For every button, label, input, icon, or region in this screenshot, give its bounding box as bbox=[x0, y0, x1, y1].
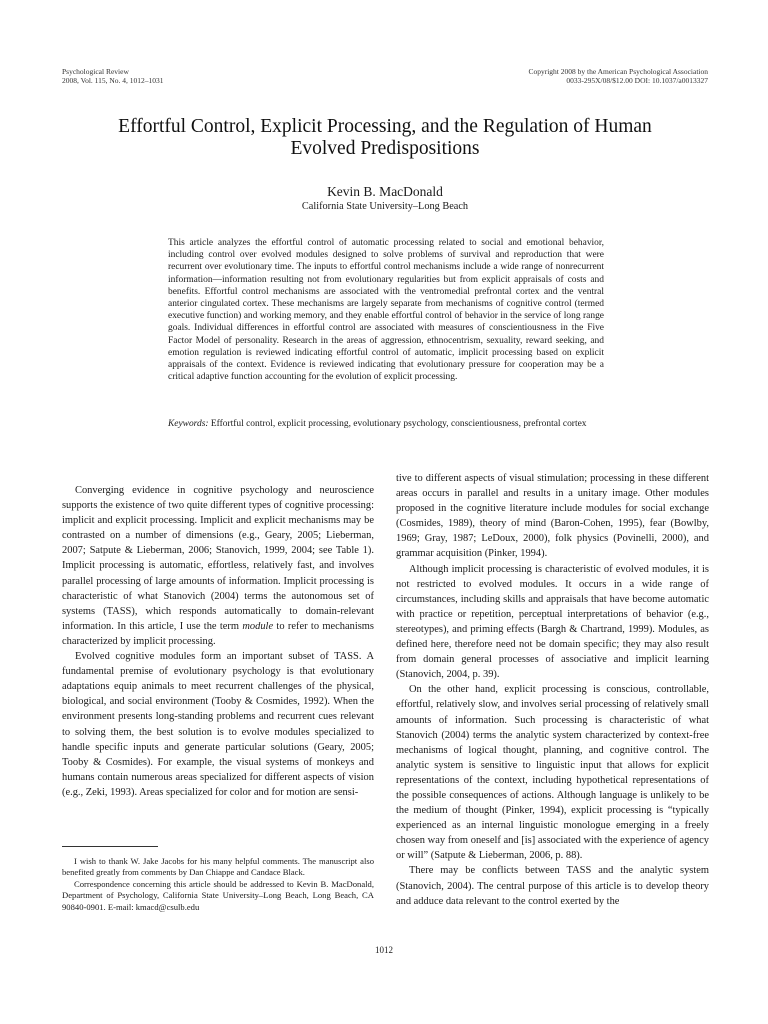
body-paragraph: There may be conflicts between TASS and the analytic system (Stanovich, 2004). The central purpose of this article is to develop theory and adduce data relevant to the control exerted by the bbox=[396, 865, 709, 907]
abstract: This article analyzes the effortful control of automatic processing related to social and emotional behavior, including control over evolved modules designed to solve problems of survival and reproduction that were recurrent over evolutionary time. The inputs to effortful control mechanisms include a wide range of nonrecurrent information—information resulting not from evolutionary regularities but from explicit appraisals of costs and benefits. Effortful control mechanisms are associated with the ventromedial prefrontal cortex and the ventral anterior cingulated cortex. These mechanisms are largely separate from mechanisms of cognitive control (termed executive function) and working memory, and they enable effortful control of behavior in the service of long range goals. Individual differences in effortful control are associated with measures of conscientiousness in the Five Factor Model of personality. Research in the areas of aggression, ethnocentrism, sexuality, reward seeking, and emotion regulation is reviewed indicating effortful control of automatic, implicit processing based on explicit appraisals of the context. Evidence is reviewed indicating that evolutionary pressure for cooperation may be a critical adaptive function accounting for the evolution of explicit processing. bbox=[168, 238, 604, 383]
author-name: Kevin B. MacDonald bbox=[327, 184, 443, 199]
title-line-1: Effortful Control, Explicit Processing, and the Regulation of Human bbox=[118, 116, 652, 137]
journal-name: Psychological Review bbox=[62, 67, 129, 76]
acknowledgment-footnote: I wish to thank W. Jake Jacobs for his many helpful comments. The manuscript also benefited greatly from comments by Dan Chiappe and Candace Black. bbox=[62, 856, 374, 878]
body-paragraph: Although implicit processing is characteristic of evolved modules, it is not restricted to evolved modules. It occurs in a wide range of circumstances, including skills and appraisals that have become automatic with practice or repetition, perceptual interpretations of behavior (e.g., stereotypes), and priming effects (Bargh & Chartrand, 1999). Modules, as defined here, therefore need not be domain specific; they may also result from domain general processes of associative and implicit learning (Stanovich, 2004, p. 39). bbox=[396, 563, 709, 681]
copyright-line: Copyright 2008 by the American Psychological Association bbox=[528, 67, 708, 76]
keywords-text: Effortful control, explicit processing, evolutionary psychology, conscientiousness, prefrontal cortex bbox=[208, 419, 587, 429]
right-column bbox=[396, 471, 709, 909]
body-paragraph: tive to different aspects of visual stimulation; processing in these different areas occurs in parallel and results in a unitary image. Other modules proposed in the cognitive literature include modules for social exchange (Cosmides, 1989), theory of mind (Baron-Cohen, 1995), fear (Bowlby, 1969; Gray, 1987; LeDoux, 2000), folk physics (Povinelli, 2000), and grammar acquisition (Pinker, 1994). bbox=[396, 473, 709, 560]
body-paragraph: Evolved cognitive modules form an important subset of TASS. A fundamental premise of evolutionary psychology is that evolutionary adaptations equip animals to meet recurrent challenges of the physical, biological, and social environment (Tooby & Cosmides, 1992). When the environment presents long-standing problems and recurrent cues relevant to solving them, the best solution is to evolve modules specialized to handle specific inputs and generate particular solutions (Geary, 2005; Tooby & Cosmides). For example, the visual systems of monkeys and humans contain numerous areas specialized for different aspects of vision (e.g., Zeki, 1993). Areas specialized for color and for motion are sensi- bbox=[62, 651, 374, 798]
journal-citation bbox=[62, 67, 164, 85]
body-paragraph bbox=[62, 483, 374, 649]
title-line-2: Evolved Predispositions bbox=[290, 138, 480, 159]
correspondence-footnote: Correspondence concerning this article should be addressed to Kevin B. MacDonald, Department of Psychology, California State University–Long Beach, Long Beach, CA 90840-0901. E-mail: kmacd@csulb.edu bbox=[62, 878, 374, 912]
author-affiliation: California State University–Long Beach bbox=[301, 201, 469, 212]
emphasized-term: module bbox=[242, 620, 274, 632]
copyright-notice bbox=[528, 67, 708, 85]
body-paragraph: On the other hand, explicit processing is conscious, controllable, effortful, relatively slow, and involves serial processing of relatively small amounts of information. Such processing is characteristic of what Stanovich (2004) terms the analytic system characterized by context-free mechanisms of logical thought, planning, and cognitive control. The analytic system is sensitive to linguistic input that allows for explicit representations of the context, including hypothetical representations of the possible consequences of actions. Although language is unlikely to be the medium of thought (Pinker, 1994), explicit processing is “typically experienced as an internal linguistic monologue emerging in a freely chosen way from oneself and [is] associated with the experience of agency or will” (Satpute & Lieberman, 2006, p. 88). bbox=[396, 684, 709, 862]
doi-line: 0033-295X/08/$12.00 DOI: 10.1037/a0013327 bbox=[566, 76, 708, 85]
footnotes bbox=[62, 856, 374, 913]
keywords-label: Keywords: bbox=[168, 419, 209, 429]
page-number: 1012 bbox=[375, 945, 393, 955]
paragraph-text: to refer to mechanisms characterized by implicit processing. bbox=[62, 620, 374, 647]
keywords bbox=[168, 418, 604, 430]
journal-volume: 2008, Vol. 115, No. 4, 1012–1031 bbox=[62, 76, 164, 85]
article-title bbox=[60, 116, 710, 160]
left-column bbox=[62, 483, 374, 800]
paragraph-text: Converging evidence in cognitive psychology and neuroscience supports the existence of two quite different types of cognitive processing: implicit and explicit processing. Implicit and explicit mechanisms may be contrasted on a number of dimensions (e.g., Geary, 2005; Lieberman, 2007; Satpute & Lieberman, 2006; Stanovich, 1999, 2004; see Table 1). Implicit processing is automatic, effortless, relatively fast, and involves parallel processing of large amounts of information. Implicit processing is characteristic of what Stanovich (2004) terms the autonomous set of systems (TASS), which responds automatically to domain-relevant information. In this article, I use the term bbox=[62, 485, 374, 632]
footnote-divider bbox=[62, 846, 158, 847]
